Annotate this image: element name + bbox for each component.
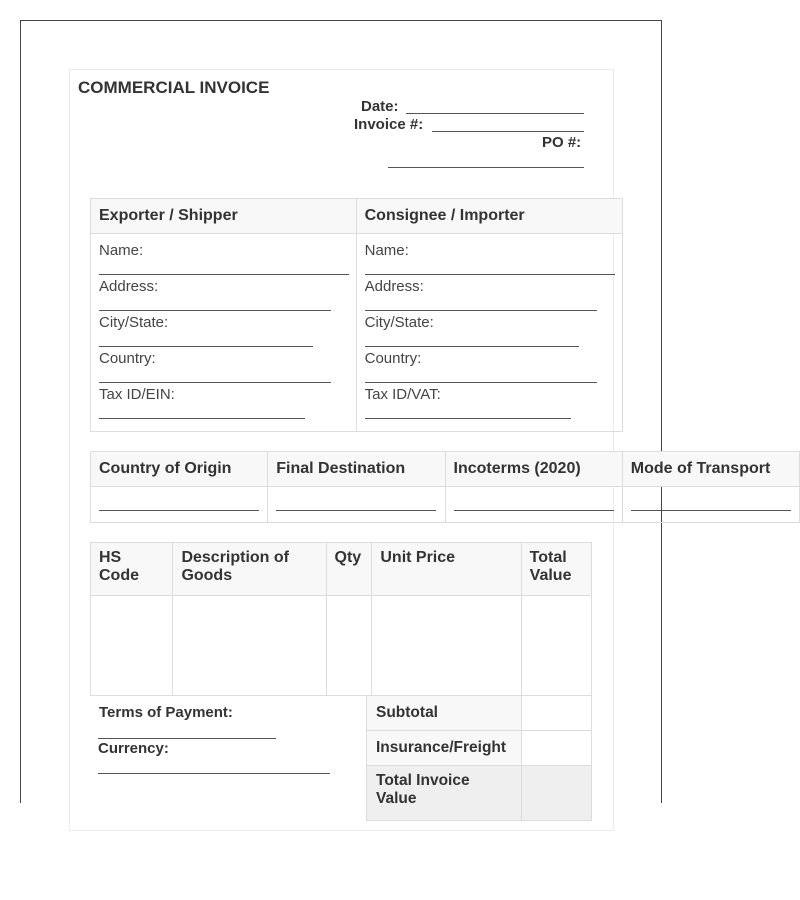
invoice-number-line[interactable] (432, 131, 584, 132)
consignee-city-label: City/State: (364, 314, 434, 331)
exporter-taxid-line[interactable] (99, 418, 305, 419)
transport-line[interactable] (631, 510, 791, 511)
date-label: Date: (361, 98, 399, 115)
insurance-freight-value-cell[interactable] (521, 731, 591, 766)
total-invoice-value-cell[interactable] (521, 766, 591, 821)
qty-heading: Qty (326, 543, 372, 596)
description-cell[interactable] (173, 596, 326, 696)
po-number-line[interactable] (388, 167, 584, 168)
hs-code-cell[interactable] (91, 596, 173, 696)
exporter-name-label: Name: (99, 242, 144, 259)
consignee-taxid-line[interactable] (365, 418, 571, 419)
consignee-name-line[interactable] (365, 274, 615, 275)
origin-line[interactable] (99, 510, 259, 511)
unit-price-cell[interactable] (372, 596, 521, 696)
consignee-country-label: Country: (364, 350, 422, 367)
exporter-details (91, 234, 357, 432)
invoice-number-label: Invoice #: (354, 116, 424, 133)
unit-price-heading: Unit Price (372, 543, 521, 596)
exporter-address-label: Address: (99, 278, 159, 295)
currency-label: Currency: (98, 740, 169, 757)
insurance-freight-label: Insurance/Freight (367, 731, 522, 766)
currency-line[interactable] (98, 773, 330, 774)
shipping-clip (90, 451, 771, 523)
transport-heading: Mode of Transport (622, 452, 799, 487)
exporter-taxid-label: Tax ID/EIN: (99, 386, 175, 403)
exporter-address-line[interactable] (99, 310, 331, 311)
totals-table (366, 695, 592, 821)
exporter-country-line[interactable] (99, 382, 331, 383)
origin-heading: Country of Origin (91, 452, 268, 487)
shipping-table (90, 451, 800, 523)
exporter-country-label: Country: (99, 350, 156, 367)
consignee-city-line[interactable] (365, 346, 579, 347)
payment-terms-label: Terms of Payment: (99, 704, 233, 721)
consignee-address-label: Address: (364, 278, 424, 295)
totals-clip (366, 695, 596, 807)
destination-value-cell (268, 487, 445, 523)
total-invoice-label: Total Invoice Value (367, 766, 522, 821)
incoterms-heading: Incoterms (2020) (445, 452, 622, 487)
consignee-details (356, 234, 622, 432)
consignee-taxid-label: Tax ID/VAT: (364, 386, 441, 403)
parties-table (90, 198, 623, 432)
origin-value-cell (91, 487, 268, 523)
total-value-cell[interactable] (521, 596, 591, 696)
subtotal-label: Subtotal (367, 696, 522, 731)
exporter-heading: Exporter / Shipper (91, 199, 357, 234)
description-heading: Description of Goods (173, 543, 326, 596)
exporter-name-line[interactable] (99, 274, 349, 275)
subtotal-value-cell[interactable] (521, 696, 591, 731)
destination-line[interactable] (276, 510, 436, 511)
payment-terms-line[interactable] (98, 738, 276, 739)
exporter-city-label: City/State: (99, 314, 169, 331)
date-line[interactable] (406, 113, 584, 114)
hs-code-heading: HS Code (91, 543, 173, 596)
qty-cell[interactable] (326, 596, 372, 696)
items-table (90, 542, 592, 696)
page-title: COMMERCIAL INVOICE (78, 78, 270, 97)
consignee-address-line[interactable] (365, 310, 597, 311)
exporter-city-line[interactable] (99, 346, 313, 347)
consignee-heading: Consignee / Importer (356, 199, 622, 234)
incoterms-value-cell (445, 487, 622, 523)
consignee-name-label: Name: (364, 242, 409, 259)
transport-value-cell (622, 487, 799, 523)
total-value-heading: Total Value (521, 543, 591, 596)
consignee-country-line[interactable] (365, 382, 597, 383)
destination-heading: Final Destination (268, 452, 445, 487)
incoterms-line[interactable] (454, 510, 614, 511)
po-number-label: PO #: (542, 134, 582, 151)
